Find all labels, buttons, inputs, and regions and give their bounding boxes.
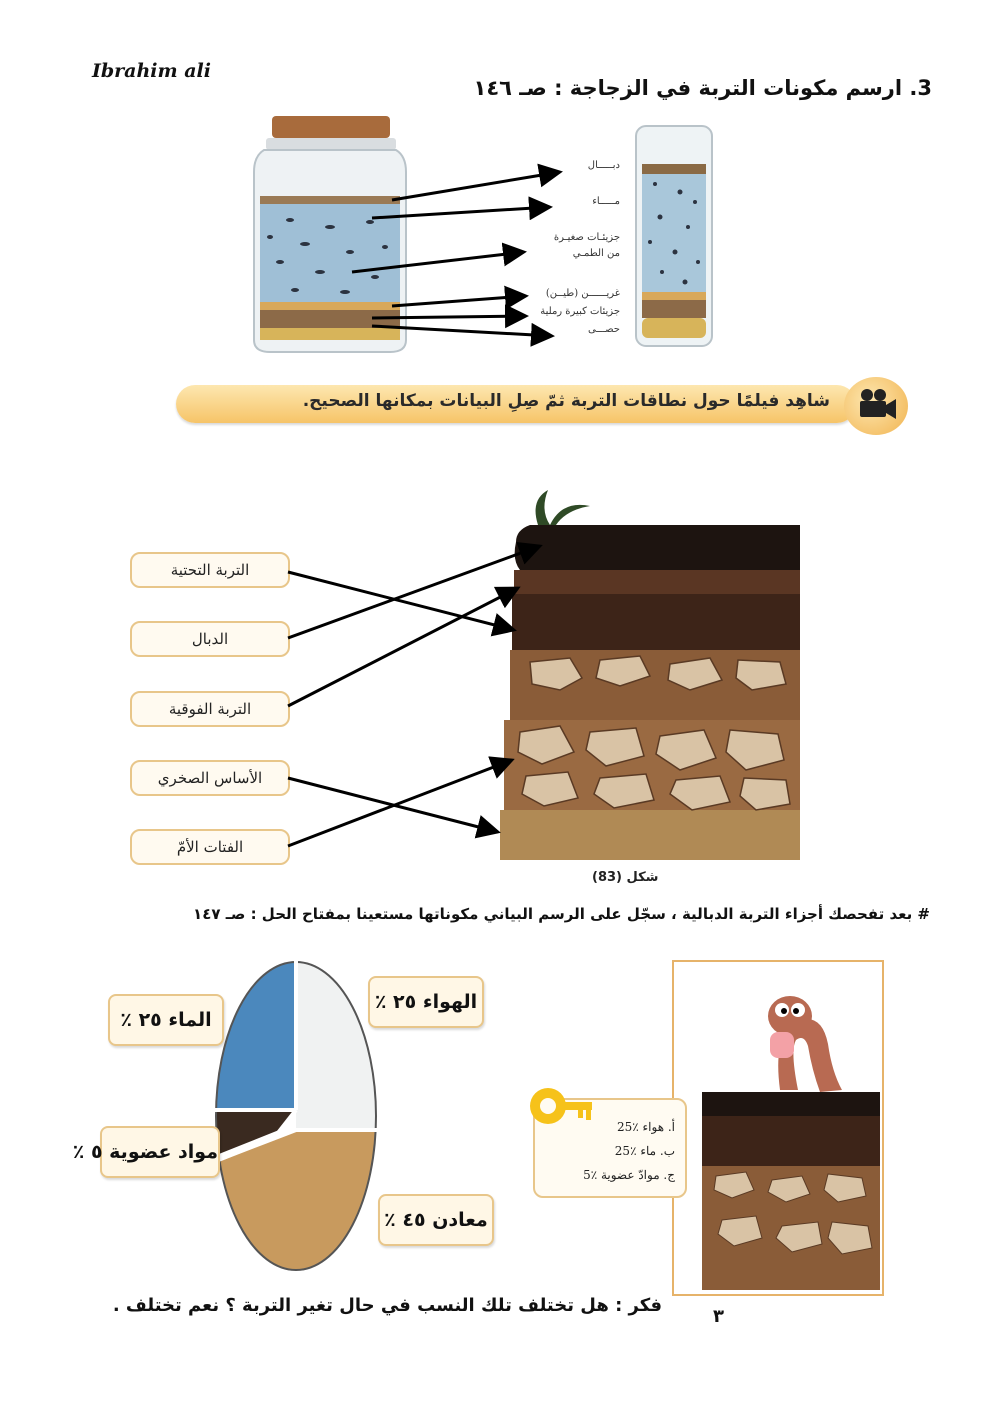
label-topsoil: التربة الفوقية [130,691,290,727]
pie-slice-air [296,960,378,1138]
label-subsoil: التربة التحتية [130,552,290,588]
key-line-air: أ. هواء ٪25 [616,1120,675,1134]
page-number: ٣ [713,1306,724,1327]
label-parent-material: الفتات الأمّ [130,829,290,865]
author-name: Ibrahim ali [92,60,211,82]
figure-caption: شكل (83) [592,870,659,885]
key-line-water: ب. ماء ٪25 [614,1144,675,1158]
instruction-line: # بعد تفحصك أجزاء التربة الدبالية ، سجّل على الرسم البياني مكوناتها مستعينا بمفتاح الحل : صـ ١٤٧ [193,905,930,923]
pie-label-minerals: معادن ٤٥ ٪ [378,1194,494,1246]
tube-label-silt: من الطمـي [572,248,620,259]
pie-label-organic: مواد عضوية ٥ ٪ [100,1126,220,1178]
key-icon [526,1084,596,1130]
soil-composition-pie-chart [214,960,378,1272]
tube-label-gravel: حصـــى [588,324,620,335]
question-3-title: 3. ارسم مكونات التربة في الزجاجة : صـ ١٤٦ [473,76,932,100]
tube-label-sand: جزيئات كبيرة رملية [540,306,620,317]
tube-label-humus: دبـــــال [587,160,620,171]
label-humus: الدبال [130,621,290,657]
think-question: فكر : هل تختلف تلك النسب في حال تغير التربة ؟ نعم تختلف . [112,1295,662,1316]
key-line-organic: ج. موادّ عضوية ٪5 [583,1168,675,1182]
label-bedrock: الأساس الصخري [130,760,290,796]
banner-text: شاهِد فيلمًا حول نطاقات التربة ثمّ صِلِ البيانات بمكانها الصحيح. [302,391,830,411]
worm-soil-card [672,960,884,1296]
pie-label-air: الهواء ٢٥ ٪ [368,976,484,1028]
tube-label-clay: غريــــــن (طيــن) [545,288,620,299]
tube-label-water: مـــــاء [592,196,620,207]
pie-label-water: الماء ٢٥ ٪ [108,994,224,1046]
tube-label-small-particles: جزيئـات صغيـرة [553,232,620,243]
